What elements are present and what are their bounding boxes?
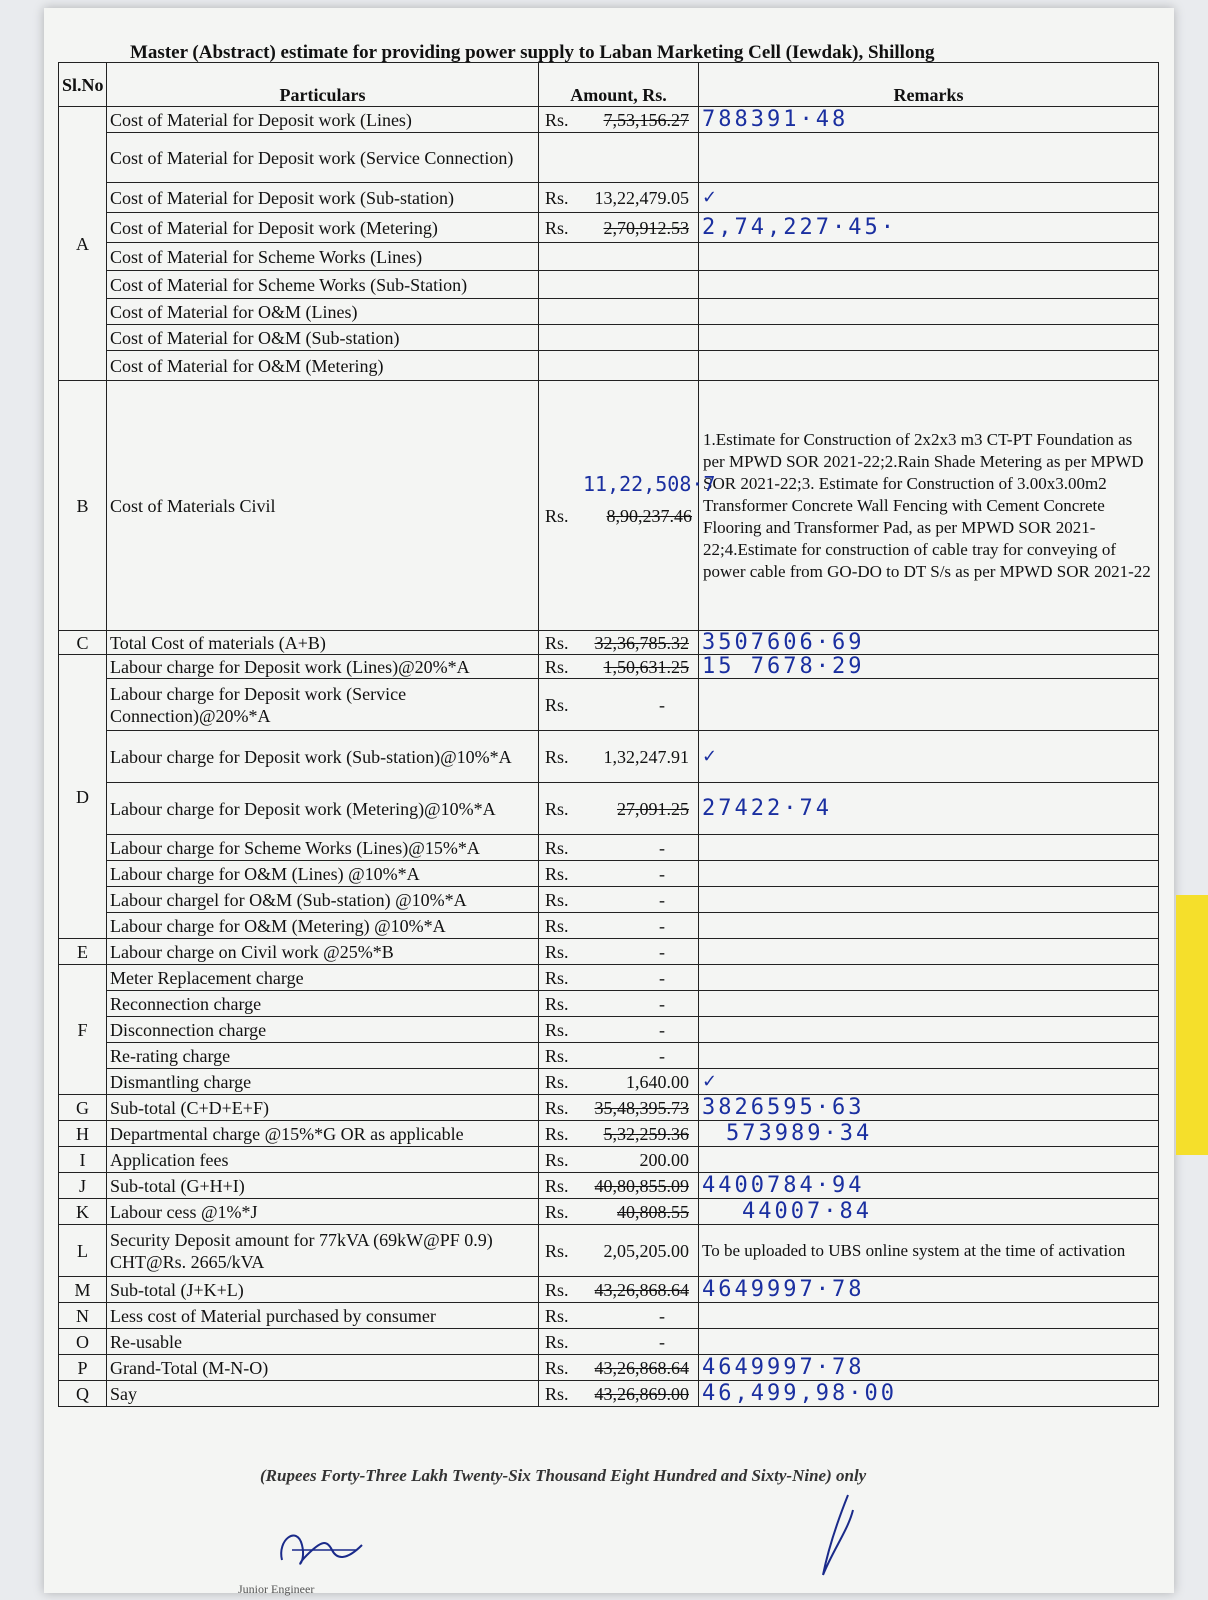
dash-value: - [659,967,665,988]
handwritten-value: 3507606·69 [702,629,865,655]
amount-value: 40,808.55 [617,1201,689,1222]
amount-cell [539,183,699,213]
particular-cell: Labour charge for O&M (Metering) @10%*A [107,913,539,939]
amount-cell [539,913,699,939]
sl-cell: O [59,1329,107,1355]
table-row [59,1303,1159,1329]
highlighter-mark [1176,895,1208,1155]
table-row [59,1147,1159,1173]
particular-cell: Labour chargel for O&M (Sub-station) @10%*A [107,887,539,913]
amount-cell [539,133,699,183]
table-row [59,991,1159,1017]
remark-cell [699,835,1159,861]
amount-cell [539,631,699,655]
amount-cell [539,1095,699,1121]
sl-cell: G [59,1095,107,1121]
amount-cell [539,1173,699,1199]
sl-cell: J [59,1173,107,1199]
amount-value: 1,32,247.91 [603,746,689,767]
amount-cell [539,731,699,783]
table-row [59,381,1159,631]
handwritten-value: 573989·34 [726,1120,873,1146]
amount-cell [539,351,699,381]
amount-cell [539,1121,699,1147]
header-remarks: Remarks [699,63,1159,107]
rs-label: Rs. [545,1149,569,1170]
remark-cell [699,325,1159,351]
remark-cell [699,1121,1159,1147]
signature-mark [808,1490,868,1580]
rs-label: Rs. [545,1071,569,1092]
particular-cell: Departmental charge @15%*G OR as applicable [107,1121,539,1147]
sl-cell: B [59,381,107,631]
amount-cell [539,325,699,351]
remark-cell [699,965,1159,991]
signatory-label: Junior Engineer [238,1582,315,1596]
amount-cell [539,1069,699,1095]
particular-cell: Labour charge for Deposit work (Service Connection)@20%*A [107,679,539,731]
particular-cell: Labour charge for Deposit work (Metering)@10%*A [107,783,539,835]
particular-cell: Re-usable [107,1329,539,1355]
table-row [59,887,1159,913]
rs-label: Rs. [545,217,569,238]
rs-label: Rs. [545,746,569,767]
amount-value: 43,26,868.64 [594,1279,689,1300]
dash-value: - [659,1331,665,1352]
table-row [59,1017,1159,1043]
rs-label: Rs. [545,1383,569,1404]
remark-cell [699,351,1159,381]
table-row [59,731,1159,783]
amount-cell [539,1381,699,1407]
handwritten-value: 15 7678·29 [702,653,865,679]
particular-cell: Reconnection charge [107,991,539,1017]
remark-cell [699,213,1159,243]
table-row [59,965,1159,991]
particular-cell: Sub-total (C+D+E+F) [107,1095,539,1121]
header-particulars: Particulars [107,63,539,107]
amount-cell [539,1225,699,1277]
rs-label: Rs. [545,109,569,130]
amount-cell [539,939,699,965]
table-row [59,1329,1159,1355]
dash-value: - [659,889,665,910]
dash-value: - [659,1305,665,1326]
remark-cell [699,1303,1159,1329]
dash-value: - [659,863,665,884]
table-row [59,1173,1159,1199]
sl-cell: H [59,1121,107,1147]
rs-label: Rs. [545,889,569,910]
remark-cell [699,243,1159,271]
remark-cell [699,655,1159,679]
sl-cell: Q [59,1381,107,1407]
rs-label: Rs. [545,1201,569,1222]
sl-cell: I [59,1147,107,1173]
particular-cell: Labour charge for O&M (Lines) @10%*A [107,861,539,887]
signature-mark [272,1520,372,1580]
dash-value: - [659,837,665,858]
dash-value: - [659,941,665,962]
remark-cell [699,299,1159,325]
table-row [59,271,1159,299]
amount-cell [539,655,699,679]
remark-cell [699,271,1159,299]
table-row [59,299,1159,325]
table-row [59,1043,1159,1069]
remark-cell: To be uploaded to UBS online system at the time of activation [699,1225,1159,1277]
handwritten-value: 46,499,98·00 [702,1380,897,1406]
rs-label: Rs. [545,863,569,884]
remark-cell [699,861,1159,887]
dash-value: - [659,993,665,1014]
particular-cell: Sub-total (J+K+L) [107,1277,539,1303]
particular-cell: Application fees [107,1147,539,1173]
amount-value: 200.00 [639,1149,689,1170]
table-row [59,783,1159,835]
amount-cell [539,1355,699,1381]
dash-value: - [659,915,665,936]
particular-cell: Cost of Material for Scheme Works (Lines) [107,243,539,271]
particular-cell: Labour charge on Civil work @25%*B [107,939,539,965]
table-row [59,213,1159,243]
particular-cell: Sub-total (G+H+I) [107,1173,539,1199]
remark-cell [699,1173,1159,1199]
amount-value: 13,22,479.05 [594,187,689,208]
table-row [59,183,1159,213]
amount-value: 32,36,785.32 [594,632,689,653]
check-mark-icon: ✓ [702,1071,718,1092]
table-row [59,351,1159,381]
sl-cell: F [59,965,107,1095]
table-row [59,1355,1159,1381]
amount-cell [539,1043,699,1069]
rs-label: Rs. [545,941,569,962]
handwritten-value: 4400784·94 [702,1172,865,1198]
dash-value: - [659,694,665,715]
remark-cell [699,1277,1159,1303]
particular-cell: Cost of Material for Deposit work (Service Connection) [107,133,539,183]
remark-cell [699,679,1159,731]
amount-cell [539,271,699,299]
rs-label: Rs. [545,1279,569,1300]
table-row [59,655,1159,679]
amount-cell [539,299,699,325]
remark-cell [699,1069,1159,1095]
handwritten-value: 788391·48 [702,106,849,132]
document-title: Master (Abstract) estimate for providing power supply to Laban Marketing Cell (Iewdak), Shillong [130,42,935,63]
particular-cell: Labour charge for Deposit work (Sub-station)@10%*A [107,731,539,783]
particular-cell: Labour cess @1%*J [107,1199,539,1225]
rs-label: Rs. [545,632,569,653]
table-row [59,107,1159,133]
sl-cell: M [59,1277,107,1303]
handwritten-value: 27422·74 [702,795,832,821]
header-amount: Amount, Rs. [539,63,699,107]
remark-cell [699,1017,1159,1043]
particular-cell: Dismantling charge [107,1069,539,1095]
sl-cell: E [59,939,107,965]
sl-cell: K [59,1199,107,1225]
rs-label: Rs. [545,1097,569,1118]
amount-cell [539,1303,699,1329]
remark-cell [699,1355,1159,1381]
particular-cell: Say [107,1381,539,1407]
sl-cell: D [59,655,107,939]
handwritten-value: 4649997·78 [702,1276,865,1302]
particular-cell: Meter Replacement charge [107,965,539,991]
remark-cell [699,887,1159,913]
table-row [59,1199,1159,1225]
sl-cell: P [59,1355,107,1381]
table-row [59,631,1159,655]
table-row [59,1381,1159,1407]
amount-in-words: (Rupees Forty-Three Lakh Twenty-Six Thousand Eight Hundred and Sixty-Nine) only [260,1466,867,1485]
amount-cell [539,213,699,243]
remark-cell [699,913,1159,939]
remark-cell [699,107,1159,133]
estimate-table [58,62,1159,1407]
amount-cell [539,1017,699,1043]
remark-cell [699,1381,1159,1407]
particular-cell: Cost of Material for O&M (Lines) [107,299,539,325]
amount-cell [539,243,699,271]
sl-cell: N [59,1303,107,1329]
particular-cell: Grand-Total (M-N-O) [107,1355,539,1381]
check-mark-icon: ✓ [702,746,718,767]
table-row [59,1225,1159,1277]
amount-value: 2,70,912.53 [603,217,689,238]
remark-cell [699,133,1159,183]
amount-value: 5,32,259.36 [603,1123,689,1144]
header-row [59,63,1159,107]
particular-cell: Disconnection charge [107,1017,539,1043]
amount-cell [539,1199,699,1225]
amount-cell [539,965,699,991]
rs-label: Rs. [545,187,569,208]
remark-cell [699,939,1159,965]
sl-cell: A [59,107,107,381]
remark-cell [699,1095,1159,1121]
particular-cell: Labour charge for Deposit work (Lines)@20%*A [107,655,539,679]
amount-value: 2,05,205.00 [603,1240,689,1261]
amount-cell [539,1277,699,1303]
remark-cell [699,1043,1159,1069]
rs-label: Rs. [545,1305,569,1326]
rs-label: Rs. [545,1045,569,1066]
table-row [59,1277,1159,1303]
handwritten-value: 11,22,508·7 [583,472,716,496]
particular-cell: Labour charge for Scheme Works (Lines)@15%*A [107,835,539,861]
amount-cell [539,835,699,861]
particular-cell: Cost of Material for Deposit work (Metering) [107,213,539,243]
remark-cell [699,783,1159,835]
remark-cell [699,1147,1159,1173]
particular-cell: Cost of Material for Deposit work (Sub-station) [107,183,539,213]
amount-cell [539,107,699,133]
amount-value: 43,26,869.00 [594,1383,689,1404]
particular-cell: Cost of Materials Civil [107,381,539,631]
amount-value: 8,90,237.46 [606,506,692,526]
rs-label: Rs. [545,1175,569,1196]
table-row [59,939,1159,965]
amount-cell [539,1329,699,1355]
amount-cell [539,1147,699,1173]
particular-cell: Cost of Material for O&M (Metering) [107,351,539,381]
rs-label: Rs. [545,1123,569,1144]
rs-label: Rs. [545,915,569,936]
amount-cell [539,887,699,913]
dash-value: - [659,1019,665,1040]
table-row [59,835,1159,861]
check-mark-icon: ✓ [702,187,718,208]
remark-cell [699,1199,1159,1225]
particular-cell: Cost of Material for Scheme Works (Sub-Station) [107,271,539,299]
table-row [59,243,1159,271]
particular-cell: Cost of Material for Deposit work (Lines) [107,107,539,133]
rs-label: Rs. [545,1019,569,1040]
amount-value: 43,26,868.64 [594,1357,689,1378]
amount-cell [539,783,699,835]
handwritten-value: 3826595·63 [702,1094,865,1120]
amount-cell [539,381,716,631]
rs-label: Rs. [545,1357,569,1378]
header-slno: Sl.No [59,63,107,107]
remark-cell [699,1329,1159,1355]
table-row [59,1121,1159,1147]
handwritten-value: 4649997·78 [702,1354,865,1380]
amount-value: 1,50,631.25 [603,656,689,677]
amount-value: 40,80,855.09 [594,1175,689,1196]
remark-cell [699,991,1159,1017]
table-row [59,1069,1159,1095]
remark-cell [699,183,1159,213]
rs-label: Rs. [545,656,569,677]
rs-label: Rs. [545,1240,569,1261]
rs-label: Rs. [545,837,569,858]
dash-value: - [659,1045,665,1066]
amount-value: 1,640.00 [626,1071,689,1092]
rs-label: Rs. [545,506,569,526]
handwritten-value: 2,74,227·45· [702,214,897,240]
amount-value: 27,091.25 [617,798,689,819]
particular-cell: Re-rating charge [107,1043,539,1069]
amount-value: 7,53,156.27 [603,109,689,130]
amount-cell [539,991,699,1017]
remark-cell [699,731,1159,783]
rs-label: Rs. [545,694,569,715]
amount-cell [539,679,699,731]
rs-label: Rs. [545,967,569,988]
sl-cell: C [59,631,107,655]
amount-value: 35,48,395.73 [594,1097,689,1118]
rs-label: Rs. [545,1331,569,1352]
particular-cell: Cost of Material for O&M (Sub-station) [107,325,539,351]
table-row [59,913,1159,939]
amount-cell [539,861,699,887]
particular-cell: Security Deposit amount for 77kVA (69kW@PF 0.9) CHT@Rs. 2665/kVA [107,1225,539,1277]
table-row [59,861,1159,887]
table-row [59,133,1159,183]
handwritten-value: 44007·84 [742,1198,872,1224]
remark-cell: 1.Estimate for Construction of 2x2x3 m3 CT-PT Foundation as per MPWD SOR 2021-22;2.Rain Shade Metering as per MPWD SOR 2021-22;3. Estimate for Construction of 3.00x3.00m2 Transformer Concrete Wall Fencing with Cement Concrete Flooring and Transformer Pad, as per MPWD SOR 2021-22;4.Estimate for construction of cable tray for conveying of power cable from GO-DO to DT S/s as per MPWD SOR 2021-22 [699,381,1159,631]
table-row [59,1095,1159,1121]
particular-cell: Less cost of Material purchased by consumer [107,1303,539,1329]
table-row [59,679,1159,731]
rs-label: Rs. [545,993,569,1014]
rs-label: Rs. [545,798,569,819]
particular-cell: Total Cost of materials (A+B) [107,631,539,655]
table-row [59,325,1159,351]
remark-cell [699,631,1159,655]
sl-cell: L [59,1225,107,1277]
